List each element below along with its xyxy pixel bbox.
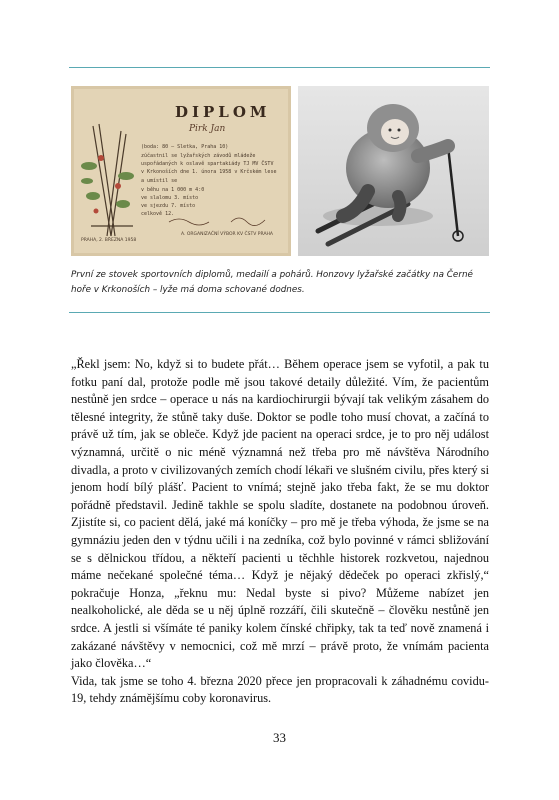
diploma-line: v běhu na 1 000 m 4:0 (141, 187, 205, 193)
diploma-line: zúčastnil se lyžařských závodů mládeže (141, 153, 256, 159)
diploma-line: celkově 12. (141, 211, 175, 217)
diploma-line: v Krkonoších dne 1. února 1958 v Krčském lese (141, 169, 277, 175)
photo-caption: První ze stovek sportovních diplomů, medailí a pohárů. Honzovy lyžařské začátky na Černé hoře v Krkonoších – lyže má doma schované dodnes. (71, 270, 473, 295)
diploma-line: ve slalomu 3. místo (141, 195, 199, 201)
diploma-photo (71, 86, 291, 256)
diploma-line: (boda: 80 – Sletka, Praha 10) (141, 144, 229, 150)
diploma-date: PRAHA, 2. BŘEZNA 1958 (81, 238, 137, 243)
bottom-divider (69, 312, 490, 313)
top-divider (69, 67, 490, 68)
child-skiing-photo (298, 86, 489, 256)
page-number: 33 (273, 730, 286, 745)
diploma-line: uspořádaných k oslavě spartakiády TJ MV ČSTV (141, 161, 274, 167)
diploma-name: Pirk Jan (189, 124, 226, 134)
diploma-line: a umístil se (141, 178, 178, 184)
paragraph: Vida, tak jsme se toho 4. března 2020 přece jen propracovali k záhadnému covidu-19, tehdy známějšímu coby koronavirus. (71, 673, 489, 706)
diploma-org: A. ORGANIZAČNÍ VÝBOR KV ČSTV PRAHA (181, 232, 273, 237)
diploma-line: ve sjezdu 7. místo (141, 203, 196, 209)
paragraph: „Řekl jsem: No, když si to budete přát… Během operace jsem se vyfotil, a pak tu fotku paní dal, protože podle mě jsou takové detaily důležité. Vím, že pacientům nestůně jen srdce – operace u nás na kardiochirurgii bývají tak velikým zásahem do tělesné integrity, že stůně taky duše. Doktor se podle toho musí chovat, a začíná to právě už tím, jak se obleče. Když jde pacient na operaci srdce, je to pro něj událost významná, určitě o nic méně významná než třeba pro mě návštěva Národního divadla, a proto v civilizovaných zemích chodí lékaři ve slušném civilu, přes který si jenom hodí bílý plášť. Pacient to vnímá; stejně jako třeba fakt, že se mu doktor pořádně představil. Jedině takhle se spolu sladíte, dostanete na podobnou úroveň. Zjistíte si, co pacient dělá, jaké má koníčky – pro mě je třeba výhoda, že jsme se na gymnáziu jeden den v týdnu učili i na zedníka, což bylo povinné v rámci sbližování se s dělnickou třídou, a někteří pacienti u těchhle historek rozkvetou, najednou máme nečekané společné téma… Když je nějaký dědeček po operaci zkřislý,“ pokračuje Honza, „řeknu mu: Nedal byste si pivo? Můžeme nabízet jen nealkoholické, ale děda se u něj úplně rozzáří, čili skutečně – člověku nestůně jen srdce. A jestli si všímáte té paniky kolem čínské chřipky, tak ta teď nově znamená i zakázané návštěvy v nemocnici, což mě mrzí – právě proto, že vnímám pacienta jako člověka…“ (71, 357, 489, 671)
diploma-heading: DIPLOM (175, 103, 271, 121)
body-text (71, 356, 489, 708)
child-skiing-illustration (298, 86, 489, 256)
